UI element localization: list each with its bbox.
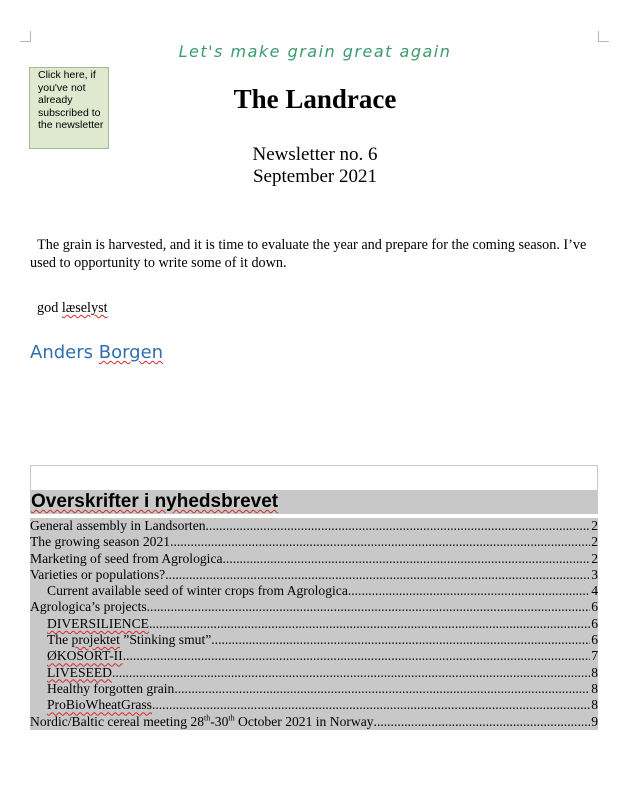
toc-leader — [348, 583, 590, 599]
toc-page-number: 6 — [591, 632, 598, 648]
toc-leader — [170, 534, 590, 550]
toc-heading-text: Overskrifter i nyhedsbrevet — [31, 491, 279, 512]
issue-date: September 2021 — [252, 166, 377, 187]
toc-text-suffix: ”Stinking smut” — [123, 632, 212, 648]
greeting-word-2: læselyst — [61, 300, 108, 316]
toc-leader — [165, 567, 590, 583]
toc-item-forgotten-grain[interactable] — [30, 681, 598, 697]
toc-superscript: th — [204, 713, 211, 723]
toc-item-text: ProBioWheatGrass — [47, 697, 152, 713]
toc-item-text: LIVESEED — [47, 664, 112, 680]
toc-heading — [30, 490, 598, 514]
toc-item-diversilience[interactable] — [30, 616, 598, 632]
toc-leader — [374, 714, 591, 730]
toc-leader — [206, 518, 591, 534]
intro-paragraph — [30, 236, 600, 272]
toc-leader — [211, 632, 590, 648]
toc-item-text: ØKOSORT-II — [47, 648, 123, 664]
toc-leader — [123, 648, 590, 664]
tagline: Let's make grain great again — [178, 42, 452, 61]
newsletter-title: The Landrace — [233, 84, 397, 114]
toc-page-number: 2 — [591, 534, 598, 550]
toc-item-stinking-smut[interactable] — [30, 632, 598, 648]
toc-leader — [147, 599, 591, 615]
toc-leader — [174, 681, 590, 697]
toc-leader — [223, 551, 591, 567]
toc-item-liveseed[interactable] — [30, 665, 598, 681]
toc-text-suffix: October 2021 in Norway — [234, 713, 374, 729]
signature-last: Borgen — [98, 342, 164, 363]
toc-item-varieties[interactable] — [30, 567, 598, 583]
toc-page-number: 9 — [591, 713, 598, 729]
toc-text-prefix: The — [47, 632, 69, 648]
toc-leader — [149, 616, 590, 632]
toc-page-number: 3 — [591, 566, 598, 582]
toc-item-text: Current available seed of winter crops from Agrologica — [47, 583, 348, 599]
intro-text: The grain is harvested, and it is time to evaluate the year and prepare for the coming season. I’ve used to opportunity to write some of it down. — [30, 237, 587, 271]
toc-page-number: 8 — [591, 680, 598, 696]
toc-item-text — [47, 632, 211, 648]
toc-text-prefix: Nordic/Baltic cereal meeting 28 — [30, 713, 205, 729]
toc-page-number: 7 — [591, 648, 598, 664]
toc-leader — [152, 697, 590, 713]
toc-item-marketing[interactable] — [30, 551, 598, 567]
toc-item-text — [30, 714, 374, 730]
toc-item-text: Agrologica’s projects — [30, 599, 147, 615]
greeting-word-1: god — [37, 300, 59, 316]
signature-first: Anders — [30, 342, 93, 363]
toc-page-number: 2 — [591, 518, 598, 533]
toc-item-text: General assembly in Landsorten — [30, 518, 206, 533]
toc-item-cereal-meeting[interactable] — [30, 714, 598, 730]
toc-page-number: 8 — [591, 664, 598, 680]
issue-info — [0, 144, 630, 188]
toc-item-text: Marketing of seed from Agrologica — [30, 550, 223, 566]
toc-page-number: 6 — [591, 615, 598, 631]
page-corner-top-right — [598, 31, 609, 42]
issue-number: Newsletter no. 6 — [252, 144, 378, 165]
toc-page-number: 6 — [591, 599, 598, 615]
toc-leader — [112, 665, 590, 681]
subscribe-note: Click here, if you've not already subscribed to the newsletter — [38, 69, 104, 131]
toc-frame — [30, 465, 598, 490]
toc-item-text: DIVERSILIENCE — [47, 615, 149, 631]
toc-page-number: 2 — [591, 550, 598, 566]
signature — [30, 342, 163, 363]
toc-page-number: 4 — [591, 583, 598, 599]
toc-item-growing-season[interactable] — [30, 534, 598, 550]
toc-item-okosort[interactable] — [30, 648, 598, 664]
toc-item-text: Healthy forgotten grain — [47, 680, 175, 696]
toc-item-general-assembly[interactable] — [30, 518, 598, 534]
toc-text-spell: projektet — [71, 632, 120, 648]
toc-item-winter-seed[interactable] — [30, 583, 598, 599]
toc-text-middle: -30 — [210, 713, 229, 729]
page-corner-top-left — [20, 31, 31, 42]
toc-page-number: 8 — [591, 697, 598, 713]
toc-item-projects[interactable] — [30, 599, 598, 615]
toc-item-probiowheatgrass[interactable] — [30, 697, 598, 713]
toc-superscript: th — [228, 713, 235, 723]
toc-item-text: Varieties or populations? — [30, 566, 166, 582]
greeting — [37, 300, 108, 317]
table-of-contents — [30, 518, 598, 730]
toc-item-text: The growing season 2021 — [30, 534, 171, 550]
